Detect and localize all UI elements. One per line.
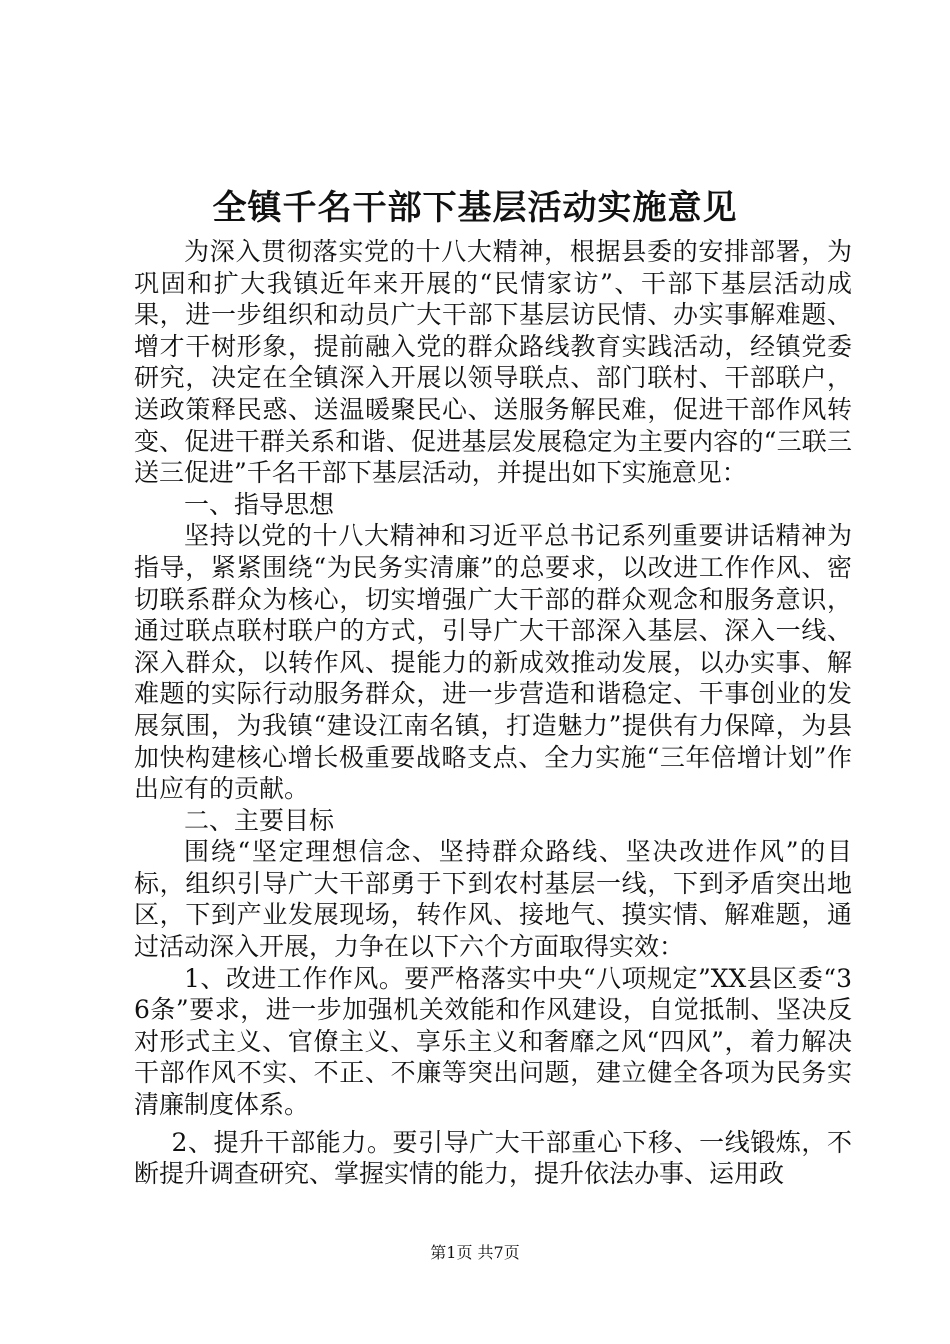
paragraph-item-1: 1、改进工作作风。要严格落实中央“八项规定”XX县区委“36条”要求，进一步加强机关效能和作风建设，自觉抵制、坚决反对形式主义、官僚主义、享乐主义和奢靡之风“四风”，着力解决干部作风不实、不正、不廉等突出问题，建立健全各项为民务实清廉制度体系。 xyxy=(134,963,852,1120)
paragraph-intro: 为深入贯彻落实党的十八大精神，根据县委的安排部署，为巩固和扩大我镇近年来开展的“民情家访”、干部下基层活动成果，进一步组织和动员广大干部下基层访民情、办实事解难题、增才干树形象，提前融入党的群众路线教育实践活动，经镇党委研究，决定在全镇深入开展以领导联点、部门联村、干部联户，送政策释民惑、送温暖聚民心、送服务解民难，促进干部作风转变、促进干群关系和谐、促进基层发展稳定为主要内容的“三联三送三促进”千名干部下基层活动，并提出如下实施意见： xyxy=(134,237,852,488)
section-heading-guiding-ideology: 一、指导思想 xyxy=(184,489,335,519)
page-number: 第1页 共7页 xyxy=(430,1243,520,1262)
paragraph-item-2: 2、提升干部能力。要引导广大干部重心下移、一线锻炼，不断提升调查研究、掌握实情的能力，提升依法办事、运用政 xyxy=(134,1127,852,1189)
paragraph-guiding-ideology: 坚持以党的十八大精神和习近平总书记系列重要讲话精神为指导，紧紧围绕“为民务实清廉”的总要求，以改进工作作风、密切联系群众为核心，切实增强广大干部的群众观念和服务意识，通过联点联村联户的方式，引导广大干部深入基层、深入一线、深入群众，以转作风、提能力的新成效推动发展，以办实事、解难题的实际行动服务群众，进一步营造和谐稳定、干事创业的发展氛围，为我镇“建设江南名镇，打造魅力”提供有力保障，为县加快构建核心增长极重要战略支点、全力实施“三年倍增计划”作出应有的贡献。 xyxy=(134,521,852,804)
paragraph-main-goals: 围绕“坚定理想信念、坚持群众路线、坚决改进作风”的目标，组织引导广大干部勇于下到农村基层一线，下到矛盾突出地区，下到产业发展现场，转作风、接地气、摸实情、解难题，通过活动深入开展，力争在以下六个方面取得实效： xyxy=(134,837,852,962)
document-title: 全镇千名干部下基层活动实施意见 xyxy=(212,188,738,228)
document-body xyxy=(134,236,852,1190)
section-heading-main-goals: 二、主要目标 xyxy=(184,805,335,835)
